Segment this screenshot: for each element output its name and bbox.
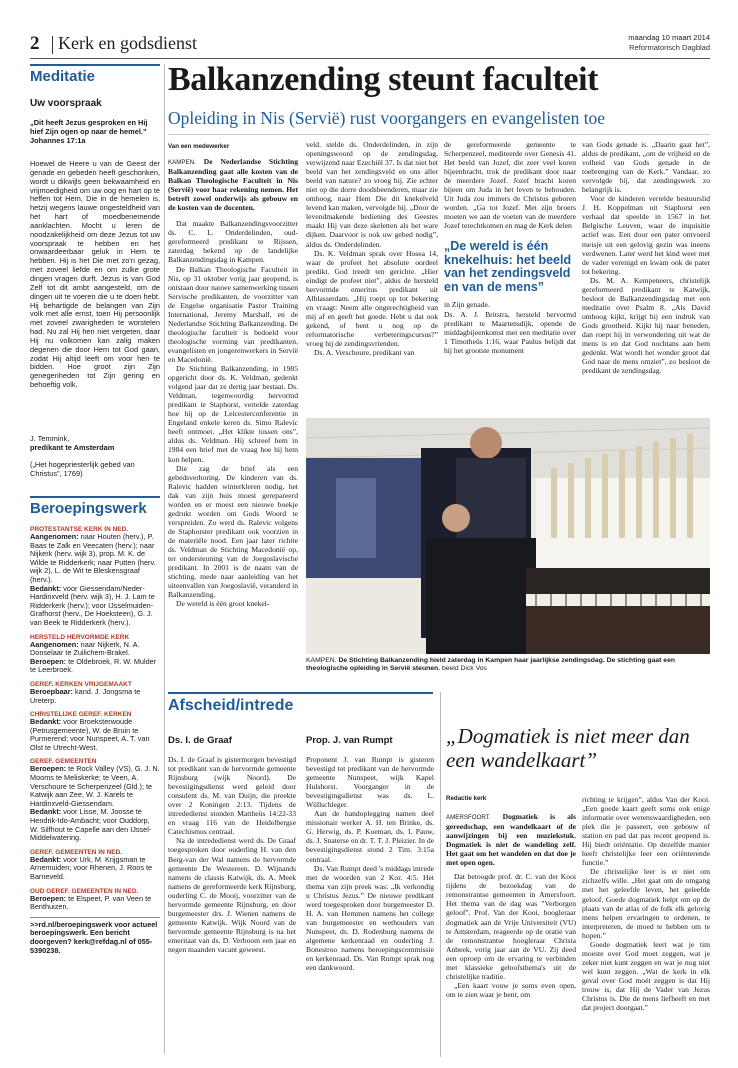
section-title: Kerk en godsdienst xyxy=(58,33,197,53)
afscheid-col-2 xyxy=(306,755,434,972)
paragraph: Ds. K. Veldman sprak over Hosea 14, waar de profeet het absolute oordeel predikt. God treedt ten gerichte. „Hier eindigt de profeet niet”, aldus de hersteld hervormde emeritus predikant uit Alblasserdam. „Hij roept op tot bekering en vraagt: Neem alle ongerechtigheid van mij af en geeft het goede. Hebt u dat ook gekend, of bent u nog op de reformatorische verbeteringscursus?” vroeg hij de zendingsvrienden. xyxy=(306,248,438,349)
dogmatiek-headline: „Dogmatiek is niet meer dan een wandelkaart” xyxy=(446,724,690,772)
group-heading: GEREF. GEMEENTEN xyxy=(30,758,97,766)
paragraph: de gereformeerde gemeente te Scherpenzeel, mediteerde over Genesis 41. Het beeld van Jozef, die zeer veel koren bijeenbracht, trok de predikant door naar de meerdere Jozef. Jozef bracht koren bijeen om Juda in het leven te behouden. Uit Juda zou immers de Christus geboren worden. „Ga tot Jozef. Met zijn broers moeten we aan de voeten van de meerdere Jozef terechtkomen en mag de Kerk delen xyxy=(444,140,576,231)
intro-text: Dogmatiek is als gereedschap, een wandelkaart of de aanwijzingen bij een muziekstuk. Dogmatiek is niet de wandeling zelf. Het gaat om het wandelen en dat doe je met open ogen. xyxy=(446,812,576,868)
group-heading: CHRISTELIJKE GEREF. KERKEN xyxy=(30,711,132,719)
lead-headline: Balkanzending steunt faculteit xyxy=(168,61,599,98)
photo-illustration xyxy=(306,418,710,654)
meditatie-rule xyxy=(30,64,160,66)
status: Aangenomen: xyxy=(30,639,79,649)
lead-byline: Van een medewerker xyxy=(168,143,230,150)
lead-col-4 xyxy=(582,140,710,375)
entry: naar Houten (herv.), P. Baas te Zalk en Veecaten (herv.); naar Nijkerk (herv. wijk 3), prop. M. K. de Wilde te Ridderkerk; naar Putten (herv. wijk 2), L. de Wit te Bleskensgraaf (herv.). xyxy=(30,532,156,584)
meditatie-source: („Het hogepriesterlijk gebed van Christus”, 1769) xyxy=(30,460,135,478)
paragraph: Ds. Van Rumpt deed 's middags intrede met de woorden van 2 Kor. 4:5. Het thema van zijn preek was: „Ik verkondig u Christus Jezus.” De nieuwe predikant werd toegesproken door burgemeester D. H. A. van Hemmen namens het college van burgemeester en wethouders van Nunspeet, ds. D. Rodenburg namens de algemene kerkenraad en ouderling J. Bonestroo namens beroepingscommissie en kerkenraad. Ds. Van Rumpt sprak nog een dankwoord. xyxy=(306,863,434,973)
lead-intro xyxy=(168,157,298,212)
lead-photo xyxy=(306,418,710,654)
status: Aangenomen: xyxy=(30,532,79,541)
paragraph: Dat maakte Balkanzendingsvoorzitter ds. C. L. Onderdelinden, oud-gereformeerd predikant te Rijssen, zaterdag bekend op de landelijke Balkanzendingsdag in Kampen. xyxy=(168,219,298,265)
status: Beroepen: xyxy=(30,656,67,666)
paragraph: Goede dogmatiek leert wat je tim moeste over God moet zeggen, wat je zeker niet kunt zeggen en wat je nog niet wel kunt zeggen. „Wat de kerk in elk geval over God moét zeggen is dat Hij trouw is, dat Hij de Vader van Jezus Christus is. Die de mens liefheeft en met dat project doorgaat.” xyxy=(582,939,710,1013)
group-heading: PROTESTANTSE KERK IN NED. xyxy=(30,526,129,533)
bottom-divider xyxy=(440,692,441,1057)
dogmatiek-byline: Redactie kerk xyxy=(446,795,487,802)
status: Beroepen: xyxy=(30,893,67,903)
status: Beroepen: xyxy=(30,764,67,774)
meditatie-author: J. Temmink, xyxy=(30,434,70,443)
dogmatiek-col-1 xyxy=(446,812,576,999)
photo-credit: beeld Dick Vos xyxy=(441,665,487,673)
group-heading: HERSTELD HERVORMDE KERK xyxy=(30,633,130,641)
entry: te Elspeet, P. van Veen te Benthuizen. xyxy=(30,893,152,912)
meditatie-title: Uw voorspraak xyxy=(30,98,102,109)
caption-place: KAMPEN. xyxy=(306,657,337,664)
lead-col-2 xyxy=(306,140,438,357)
beroepingswerk-list xyxy=(30,520,160,955)
beroepingswerk-footer[interactable]: >>rd.nl/beroepingswerk voor actueel beroepingswerk. Een bericht doorgeven? kerk@refdag.nl of 055-5390238. xyxy=(30,919,158,955)
meditatie-label: Meditatie xyxy=(30,68,96,85)
afscheid-label: Afscheid/intrede xyxy=(168,697,294,714)
intro-place: KAMPEN. xyxy=(168,159,196,166)
group-0 xyxy=(30,526,160,628)
paragraph: De Balkan Theologische Faculteit in Nis, op 31 oktober vorig jaar geopend, is ontstaan door nauwe samenwerking tussen Servische predikanten, de voorzitter van de Engelse organisatie Pastor Training International, Jeremy Marshall, en de Nederlandse Stichting Balkanzending. De theologische faculteit is bedoeld voor theologische vorming van predikanten, evangelisten en jongerenwerkers in Servië en Macedonië. xyxy=(168,264,298,364)
entry: voor Urk, M. Krijgsman te Arnemuiden; voor Rhenen, J. Roos te Barneveld. xyxy=(30,854,153,881)
paragraph: De wereld is één groot knekel- xyxy=(176,599,270,609)
status: Bedankt: xyxy=(30,583,62,593)
group-heading: GEREF. GEMEENTEN IN NED. xyxy=(30,848,123,856)
entry: te Oldebroek, R. W. Mulder te Leerbroek. xyxy=(30,656,157,675)
paragraph: in Zijn genade. Ds. A. J. Britstra, hersteld hervormd predikant te Maartensdijk, opende de middagbijeenkomst met een meditatie over 1 Timotheüs 1:16, waar Paulus belijdt dat hij het grootste monument xyxy=(444,300,576,355)
status: Beroepbaar: xyxy=(30,686,73,696)
status: Bedankt: xyxy=(30,854,62,864)
lead-col-3 xyxy=(444,140,576,355)
entry: voor Giessendam/Neder-Hardinxveld (herv. wijk 3), H. J. Lam te Ridderkerk (herv.); voor IJsselmuiden-Grafhorst (herv., De Hoeksteen), G. J. van Beek te Ridderkerk (herv.). xyxy=(30,583,155,627)
entry: te Rock Valley (VS), G. J. N. Mooms te Meliskerke; te Veen, A. Verschoure te Scherpenzeel (Gld.); te Katwijk aan Zee, W. J. Karels te Hardinxveld-Giessendam. xyxy=(30,764,160,808)
group-4 xyxy=(30,758,160,842)
beroepingswerk-label: Beroepingswerk xyxy=(30,500,147,517)
paragraph: veld. stelde ds. Onderdelinden, in zijn openingswoord op de zendingsdag, verwijzend naar Ezechiël 37. Is dat niet het beeld van het zendingsveld en ons aller beeld van nature? zo vroeg hij. Zie echter niet op die dorre doodsbeenderen, maar zie omhoog, naar Hem Die dit knekelveld levend kan maken, vervolgde hij. „Door de levendmakende bediening des Geestes maakt Hij van deze skeletten als het ware dijken. Daarvoor is ook uw gebed nodig”, aldus ds. Onderdelinden. xyxy=(306,140,438,249)
sidebar-divider xyxy=(164,64,165,1054)
entry: voor Broeksterwoude (Petrusgemeente), W. de Bruin te Purmerend; voor Nunspeet, A. T. van Olst te Utrecht-West. xyxy=(30,717,150,752)
header-rule xyxy=(30,58,710,59)
entry: voor Lisse, M. Joosse te Hendrik-Ido-Ambacht; voor Ouddorp, W. Silfhout te Capelle aan den IJssel-Middelwatering. xyxy=(30,807,152,843)
intro-place: AMERSFOORT. xyxy=(446,814,491,821)
group-2 xyxy=(30,681,160,705)
paragraph: Na de intrededienst werd ds. De Graaf toegesproken door ouderling H. van den Berg-van der Wal namens de hervormde gemeente De Westereen. D. Wijnands namens de classis Katwijk, ds. A. Meek namens de gereformeerde kerk Rijnsburg, ouderling C. de Mooij, voorzitter van de hervormde gemeente Rijnsburg, en door burgemeester drs. J. Wienen namens de gemeente Katwijk. Wijk Noord van de hervormde gemeente Rijnsburg is na het emeritaat van ds. D. Verboom een jaar en negen maanden vacant geweest. xyxy=(168,836,296,954)
entry: kand. J. Jongsma te Ureterp. xyxy=(30,686,141,705)
paragraph: Dat betoogde prof. dr. C. van der Kooi tijdens de bezoekdag van de remonstrantse gemeenten in Amersfoort. Het thema van de dag was "Verborgen geloof". Prof. Van der Kooi, hoogleraar dogmatiek aan de Vrije Universiteit (VU) te Amsterdam, reageerde op de oratie van de remonstrantse hoogleraar Christa Anbeek, vorig jaar aan de VU. Zij deed een oproep om de ervaring te verbinden met klassieke geloofsthema's uit de christelijke traditie. xyxy=(446,872,576,981)
lead-rule xyxy=(168,134,710,135)
meditatie-author-role: predikant te Amsterdam xyxy=(30,443,115,452)
paragraph: Ds. M. A. Kempeneers, christelijk gereformeerd predikant te Katwijk, besloot de Balkanzendingsdag met een meditatie over Psalm 8. „Als David omhoog kijkt, krijgt hij een indruk van Gods grootheid. Kijkt hij naar beneden, dan roept hij in verwondering uit wat de mens is en dat God nochtans aan hem gedenkt. Wat wordt het wonder groot dat God naar de mens omziet”, zo besloot de predikant de zendingsdag. xyxy=(582,275,710,376)
group-3 xyxy=(30,711,160,752)
meditatie-body: Hoewel de Heere u van de Geest der genade en gebeden heeft geschonken, wordt u dikwijls geen bekwaamheid en vrijmoedigheid om uw oog en hart op te heffen tot Hem, Die in de hemelen is, hetzij wegens lauwe ongesteldheid van het hart of moedbenemende aanklachten. Mocht u leren de noodzakelijkheid om deze Jezus tot uw voorspraak te hebben en het onwaardeerbaar geluk in Hem te hebben. Hij is het Die met zo'n gezag, met zoveel liefde en om zulke grote dingen vragen durft. Jezus is van God Zelf tot dit ambt aangesteld, om de dingen uit te voeren die u te doen hebt. Hij behartigde de belangen van Zijn volk met alle ernst, toen Hij persoonlijk met zoveel zwarigheden te worstelen had. Nu zal Hij hen niet vergeten, daar Hij nu volkomen kan zalig maken degenen die door Hem tot God gaan, zodat Hij altijd leeft om voor hen te bidden. Hoe groot zijn Zijn genegenheden tot Zijn gering en behoeftig volk. xyxy=(30,159,160,390)
group-5 xyxy=(30,849,160,882)
paragraph: De Stichting Balkanzending, in 1985 opgericht door ds. K. Veldman, gedenkt volgend jaar dat ze dertig jaar bestaat. Ds. Veldman, tegenwoordig hervormd predikant te Staphorst, vertelde zaterdag hoe hij op de Leicesterconferentie in Engeland enkele keren ds. Simo Ralevic heeft ontmoet. „Het klikte tussen ons”, aldus ds. Veldman. Hij schreef hem in 1984 een brief met de vraag hoe hij hem kon helpen. xyxy=(168,364,298,464)
group-heading: OUD GEREF. GEMEENTEN IN NED. xyxy=(30,887,139,895)
paragraph: De christelijke leer is er niet om zichzelfs wille. „Het gaat om de omgang met het geleefde leven, het geleefde geloof. Goede dogmatiek helpt om op de plaats van de atlas of de folk elk gelovig mens helpen ervaringen te ordenen, te interpreteren, de moed te hebben om te hopen.” xyxy=(582,867,710,940)
paragraph: Aan de handoplegging namen deel missionair werker A. H. ten Brinke, ds. G. Herwig, ds. P. Koeman, ds. I. Pauw, ds. J. Snaterse en dr. T. T. J. Pleizier. In de bevestigingsdienst stond 2 Tim. 3:15a centraal. xyxy=(306,809,434,864)
entry: naar Nijkerk, N. A. Donselaar te Zuilichem-Brakel. xyxy=(30,639,140,658)
group-heading: GEREF. KERKEN VRIJGEMAAKT xyxy=(30,680,132,688)
dogmatiek-intro xyxy=(446,812,576,867)
paragraph: Voor de kinderen vertelde bestuurslid J. H. Koppelman uit Staphorst een verhaal dat speelde in 1567 in het Belgische Leuven, waar de inquisitie actief was. Een door een pater ontvoerd meisje uit een gelovig gezin was ineens verdwenen. Later werd het kind weer met de vader verenigd en kwam ook de pater tot bekering. xyxy=(582,194,710,276)
paragraph: Ds. A. Verschoure, predikant van xyxy=(314,348,415,358)
group-6 xyxy=(30,888,160,912)
status: Bedankt: xyxy=(30,807,62,817)
dogmatiek-col-2 xyxy=(582,795,710,1012)
pullquote: „De wereld is één knekelhuis: het beeld van het zendingsveld en van de mens” xyxy=(444,239,572,294)
paragraph: Proponent J. van Rumpt is gisteren bevestigd tot predikant van de hervormde gemeente Nunspeet, wijk Kapel Hulshorst. Voorganger in de bevestigingsdienst was ds. L. Wüllschleger. xyxy=(306,755,434,810)
afscheid-col-1 xyxy=(168,755,296,954)
paragraph: richting te krijgen”, aldus Van der Kooi. „Een goede kaart geeft soms ook enige informatie over wetenswaardigheden, een plek die je passeert, een gebouw of station en pad dat pas recent geopend is. Hij biedt oriëntatie. Op dezelfde manier heeft christelijke leer een oriënterende functie.” xyxy=(582,795,710,868)
lead-subhead: Opleiding in Nis (Servië) rust voorgangers en evangelisten toe xyxy=(168,108,606,128)
group-1 xyxy=(30,634,160,675)
header-paper: Reformatorisch Dagblad xyxy=(629,43,710,52)
footer-rule xyxy=(30,917,160,918)
lead-col-1 xyxy=(168,157,298,608)
paragraph: Ds. I. de Graaf is gistermorgen bevestigd tot predikant van de hervormde gemeente Rijnsburg (wijk Noord). De bevestigingsdienst werd geleid door consulent ds. M. van Duijn, die preekte over 2 Koningen 2:13. Tijdens de intrededienst stonden Mattheüs 14:22-33 en vraag 116 van de Heidelbergse Catechismus centraal. xyxy=(168,755,296,837)
caption-text: De Stichting Balkanzending hield zaterdag in Kampen haar jaarlijkse zendingsdag. De stichting gaat een theologische opleiding in Servië steunen. xyxy=(306,657,676,673)
afscheid-name-2: Prop. J. van Rumpt xyxy=(306,735,393,746)
photo-caption xyxy=(306,657,710,674)
meditatie-quote: „Dit heeft Jezus gesproken en Hij hief Zijn ogen op naar de hemel.” Johannes 17:1a xyxy=(30,118,148,145)
intro-text: De Nederlandse Stichting Balkanzending gaat alle kosten van de Balkan Theologische Faculteit in Nis (Servië) voor haar rekening nemen. Het betreft zowel onderwijs als gebouw en de kosten van de docenten. xyxy=(168,157,298,213)
paragraph: „Een kaart vouw je soms even open, om te zien waar je bent, om xyxy=(446,980,576,999)
page-number: 2 xyxy=(30,33,40,54)
beroepingswerk-rule xyxy=(30,496,160,498)
paragraph: van Gods genade is. „Daarin gaat het”, aldus de predikant, „om de vrijheid en de volheid van Gods genade in de toebrenging van de Kerk.” Vandaar, zo vervolgde hij, dat zendingswerk zo belangrijk is. xyxy=(582,140,710,195)
header-divider xyxy=(52,36,53,54)
afscheid-name-1: Ds. I. de Graaf xyxy=(168,735,232,746)
afscheid-rule xyxy=(168,692,433,694)
paragraph: Die zag de brief als een gebedsverhoring. De kinderen van ds. Ralevic hadden winterkleren nodig, het dak van zijn huis moest gerepareerd worden en er moest een nieuwe boekje gedrukt worden om Gods Woord te verspreiden. Zo werd ds. Ralevic volgens de Staphorster predikant ook voorzien in de materiële nood. Een jaar later richtte ds. Veldman de Stichting Macedonië op, ter ondersteuning van de Joegoslavische predikant. In 2001 is de naam van de stichting, mede naar aanleiding van het uiteenvallen van Joegoslavië, veranderd in Balkanzending. xyxy=(168,463,298,600)
header-date: maandag 10 maart 2014 xyxy=(628,33,710,42)
status: Bedankt: xyxy=(30,717,62,727)
